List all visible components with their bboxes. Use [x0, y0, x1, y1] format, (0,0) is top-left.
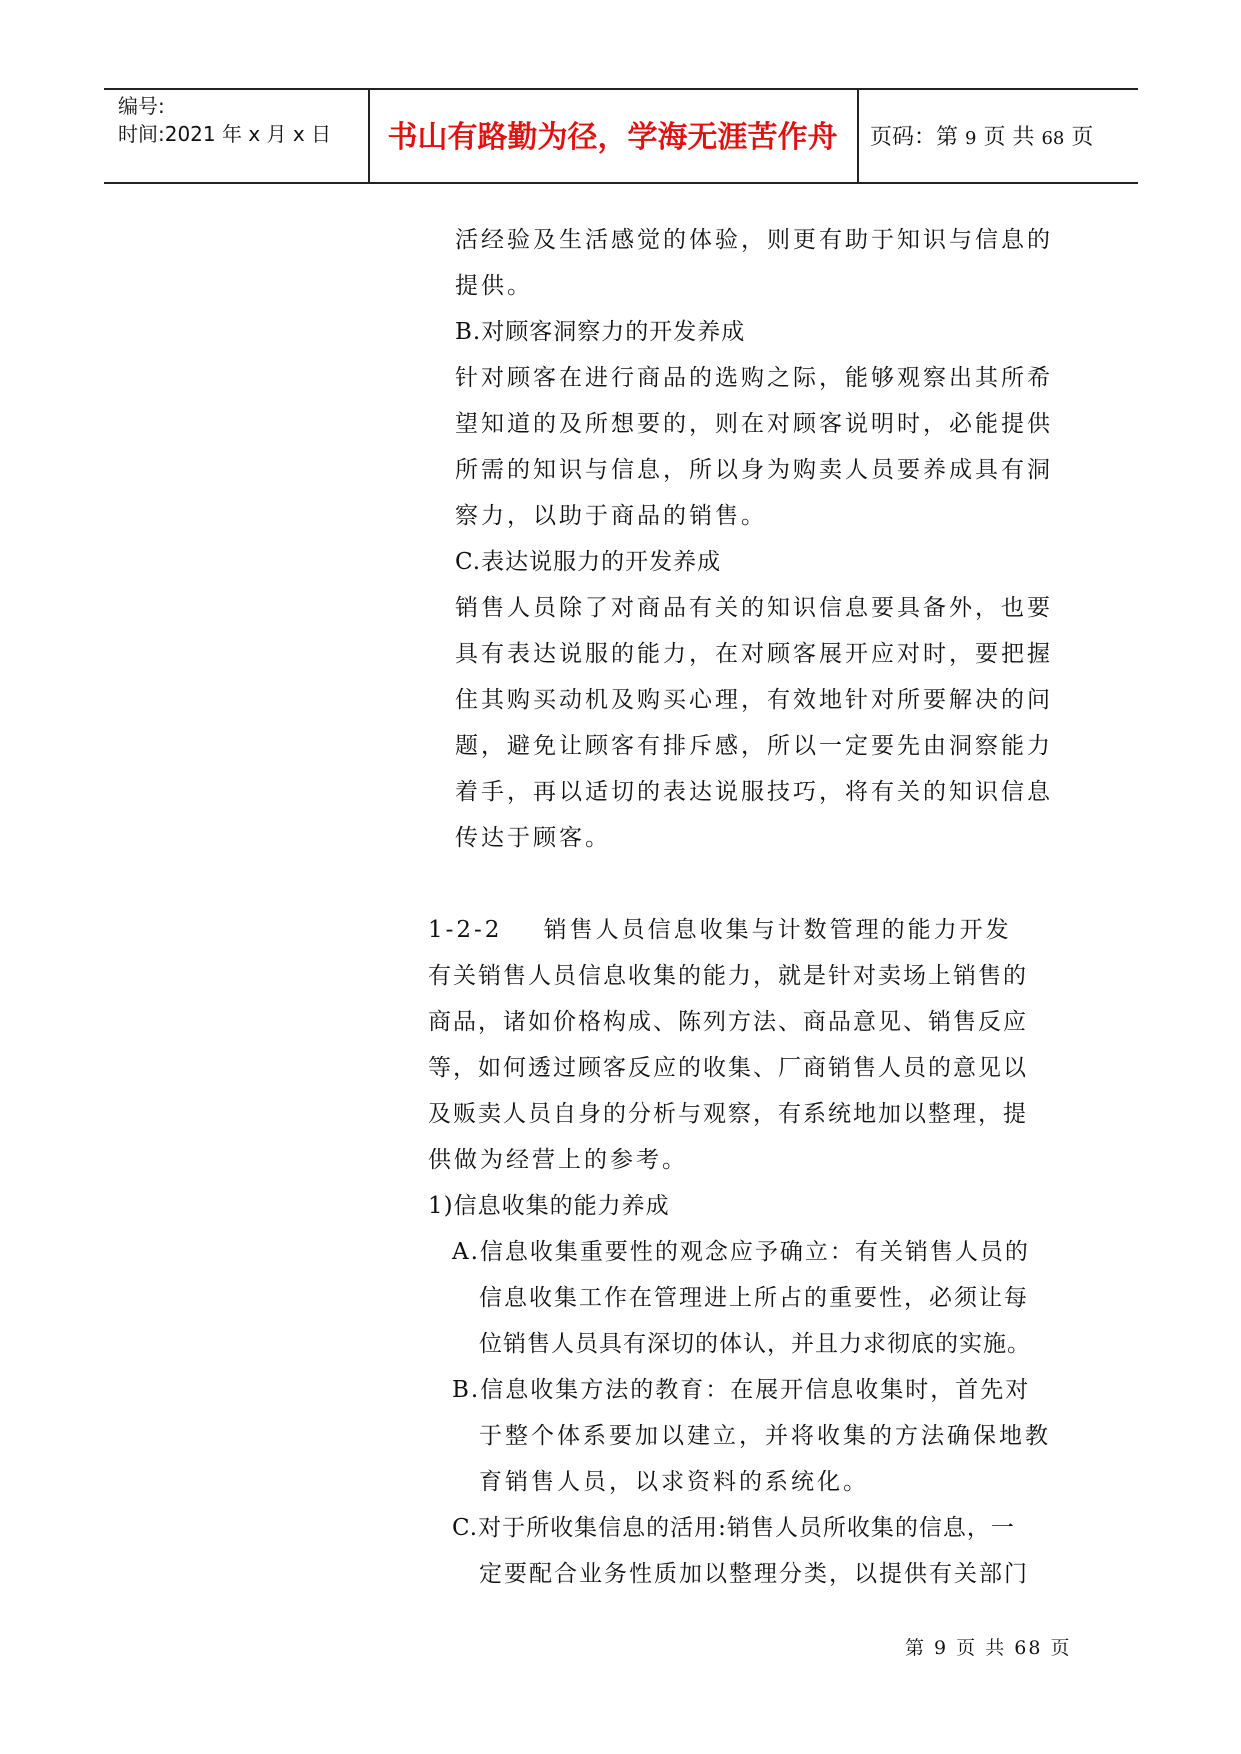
body-line: 着手，再以适切的表达说服技巧，将有关的知识信息	[455, 779, 1053, 805]
body-line: 供做为经营上的参考。	[428, 1147, 688, 1173]
body-line: 销售人员除了对商品有关的知识信息要具备外，也要	[455, 595, 1053, 621]
subheading-b: B.对顾客洞察力的开发养成	[455, 319, 746, 345]
header-top-rule	[104, 88, 1138, 90]
body-line: 育销售人员，以求资料的系统化。	[479, 1469, 869, 1495]
subheading-c: C.表达说服力的开发养成	[455, 549, 722, 575]
list-heading: 1)信息收集的能力养成	[428, 1193, 670, 1219]
document-time-label: 时间:2021 年 x 月 x 日	[118, 122, 332, 146]
header-page-indicator	[870, 122, 1093, 155]
body-line: 针对顾客在进行商品的选购之际，能够观察出其所希	[455, 365, 1053, 391]
page-prefix: 页码：第	[870, 125, 959, 150]
header-bottom-rule	[104, 182, 1138, 184]
body-line: 有关销售人员信息收集的能力，就是针对卖场上销售的	[428, 963, 1028, 989]
body-line: 定要配合业务性质加以整理分类，以提供有关部门	[479, 1561, 1029, 1587]
page-total: 68	[1041, 128, 1065, 149]
body-line: 住其购买动机及购买心理，有效地针对所要解决的问	[455, 687, 1053, 713]
page-number: 9	[965, 128, 977, 149]
document-number-label: 编号:	[118, 94, 165, 118]
body-line: 活经验及生活感觉的体验，则更有助于知识与信息的	[455, 227, 1053, 253]
page-mid: 页 共	[983, 125, 1035, 150]
body-line: 具有表达说服的能力，在对顾客展开应对时，要把握	[455, 641, 1053, 667]
body-line: 等，如何透过顾客反应的收集、厂商销售人员的意见以	[428, 1055, 1028, 1081]
body-line: 位销售人员具有深切的体认，并且力求彻底的实施。	[479, 1331, 1031, 1357]
header-motto: 书山有路勤为径，学海无涯苦作舟	[387, 120, 838, 155]
list-item-b: B.信息收集方法的教育：在展开信息收集时，首先对	[452, 1377, 1031, 1403]
body-line: 提供。	[455, 273, 533, 299]
page-suffix: 页	[1071, 125, 1094, 150]
header-divider-right	[857, 89, 859, 182]
body-line: 传达于顾客。	[455, 825, 611, 851]
body-line: 于整个体系要加以建立，并将收集的方法确保地教	[479, 1423, 1051, 1449]
list-item-c: C.对于所收集信息的活用:销售人员所收集的信息，一	[452, 1515, 1015, 1541]
body-line: 察力，以助于商品的销售。	[455, 503, 767, 529]
body-line: 及贩卖人员自身的分析与观察，有系统地加以整理，提	[428, 1101, 1028, 1127]
header-meta	[118, 92, 331, 148]
body-line: 题，避免让顾客有排斥感，所以一定要先由洞察能力	[455, 733, 1053, 759]
page-footer: 第 9 页 共 68 页	[905, 1637, 1072, 1659]
body-line: 商品，诸如价格构成、陈列方法、商品意见、销售反应	[428, 1009, 1028, 1035]
list-item-a: A.信息收集重要性的观念应予确立：有关销售人员的	[452, 1239, 1030, 1265]
body-line: 望知道的及所想要的，则在对顾客说明时，必能提供	[455, 411, 1053, 437]
section-heading: 1-2-2 销售人员信息收集与计数管理的能力开发	[428, 917, 1012, 943]
body-line: 所需的知识与信息，所以身为购卖人员要养成具有洞	[455, 457, 1053, 483]
body-line: 信息收集工作在管理进上所占的重要性，必须让每	[479, 1285, 1029, 1311]
